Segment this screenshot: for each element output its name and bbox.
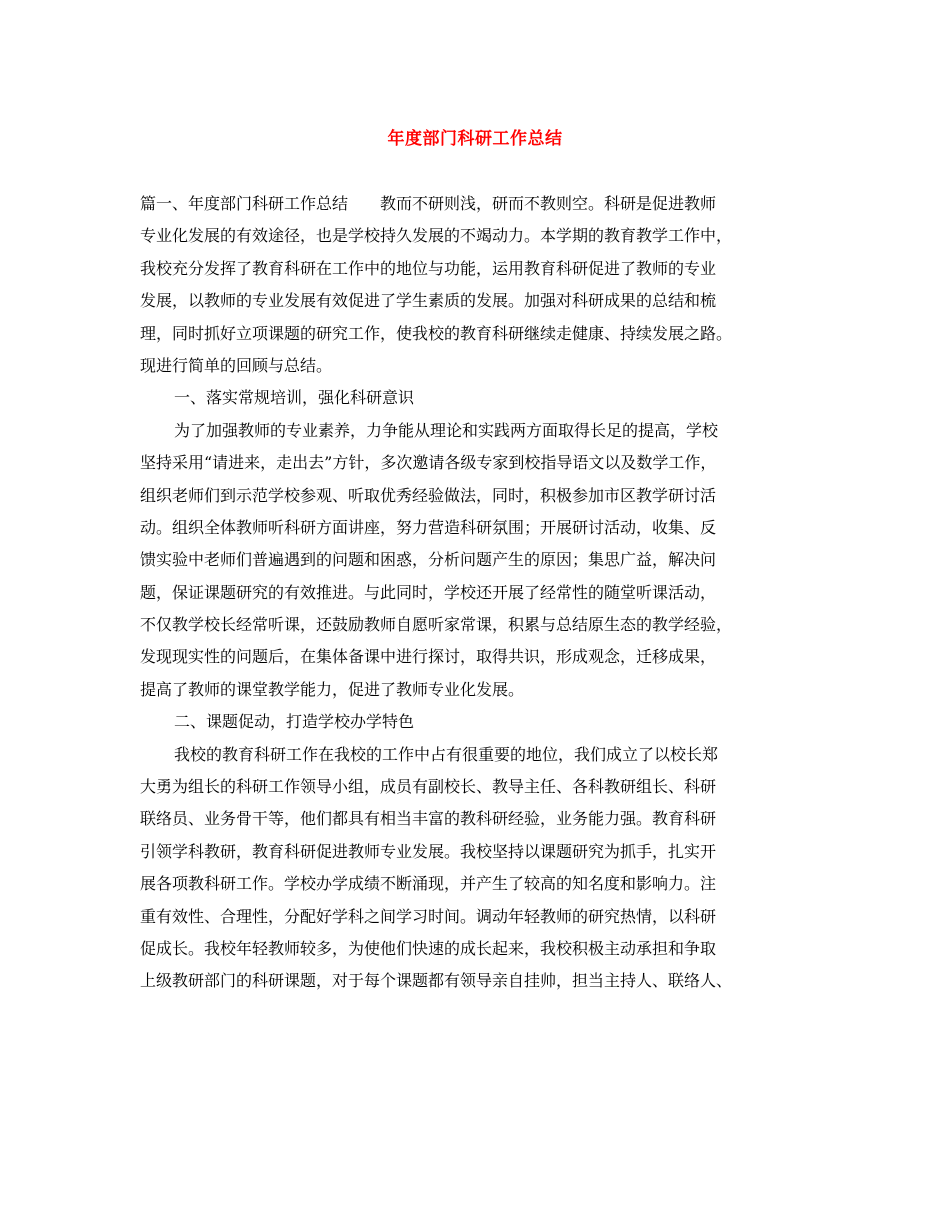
document-title: 年度部门科研工作总结 bbox=[387, 129, 563, 149]
text-line: 发展，以教师的专业发展有效促进了学生素质的发展。加强对科研成果的总结和梳 bbox=[140, 291, 717, 311]
text-line: 展各项教科研工作。学校办学成绩不断涌现，并产生了较高的知名度和影响力。注 bbox=[140, 874, 717, 894]
text-line: 现进行简单的回顾与总结。 bbox=[140, 355, 333, 375]
text-line: 促成长。我校年轻教师较多，为使他们快速的成长起来，我校积极主动承担和争取 bbox=[140, 938, 717, 958]
text-line: 理，同时抓好立项课题的研究工作，使我校的教育科研继续走健康、持续发展之路。 bbox=[140, 323, 733, 343]
text-line: 引领学科教研，教育科研促进教师专业发展。我校坚持以课题研究为抓手，扎实开 bbox=[140, 841, 717, 861]
text-line: 我校充分发挥了教育科研在工作中的地位与功能，运用教育科研促进了教师的专业 bbox=[140, 258, 717, 278]
text-line: 不仅教学校长经常听课，还鼓励教师自愿听家常课，积累与总结原生态的教学经验， bbox=[140, 615, 733, 635]
text-line: 组织老师们到示范学校参观、听取优秀经验做法，同时，积极参加市区教学研讨活 bbox=[140, 485, 717, 505]
text-line: 题，保证课题研究的有效推进。与此同时，学校还开展了经常性的随堂听课活动， bbox=[140, 582, 717, 602]
text-line: 二、课题促动，打造学校办学特色 bbox=[174, 712, 415, 732]
text-line: 一、落实常规培训，强化科研意识 bbox=[174, 388, 415, 408]
text-line: 上级教研部门的科研课题，对于每个课题都有领导亲自挂帅，担当主持人、联络人、 bbox=[140, 971, 733, 991]
text-line: 发现现实性的问题后，在集体备课中进行探讨，取得共识，形成观念，迁移成果， bbox=[140, 647, 717, 667]
text-line: 为了加强教师的专业素养，力争能从理论和实践两方面取得长足的提高，学校 bbox=[174, 420, 719, 440]
text-line: 提高了教师的课堂教学能力，促进了教师专业化发展。 bbox=[140, 679, 525, 699]
text-line: 馈实验中老师们普遍遇到的问题和困惑，分析问题产生的原因；集思广益，解决问 bbox=[140, 550, 717, 570]
text-line: 篇一、年度部门科研工作总结 教而不研则浅，研而不教则空。科研是促进教师 bbox=[140, 194, 717, 213]
text-line: 大勇为组长的科研工作领导小组，成员有副校长、教导主任、各科教研组长、科研 bbox=[140, 777, 717, 797]
text-line: 联络员、业务骨干等，他们都具有相当丰富的教科研经验，业务能力强。教育科研 bbox=[140, 809, 717, 829]
document-body bbox=[140, 188, 830, 998]
text-line: 我校的教育科研工作在我校的工作中占有很重要的地位，我们成立了以校长郑 bbox=[174, 744, 719, 764]
text-line: 动。组织全体教师听科研方面讲座，努力营造科研氛围；开展研讨活动，收集、反 bbox=[140, 517, 717, 537]
text-line: 重有效性、合理性，分配好学科之间学习时间。调动年轻教师的研究热情，以科研 bbox=[140, 906, 717, 926]
text-line: 专业化发展的有效途径，也是学校持久发展的不竭动力。本学期的教育教学工作中， bbox=[140, 226, 733, 246]
text-line: 坚持采用“请进来，走出去”方针，多次邀请各级专家到校指导语文以及数学工作， bbox=[140, 453, 717, 473]
